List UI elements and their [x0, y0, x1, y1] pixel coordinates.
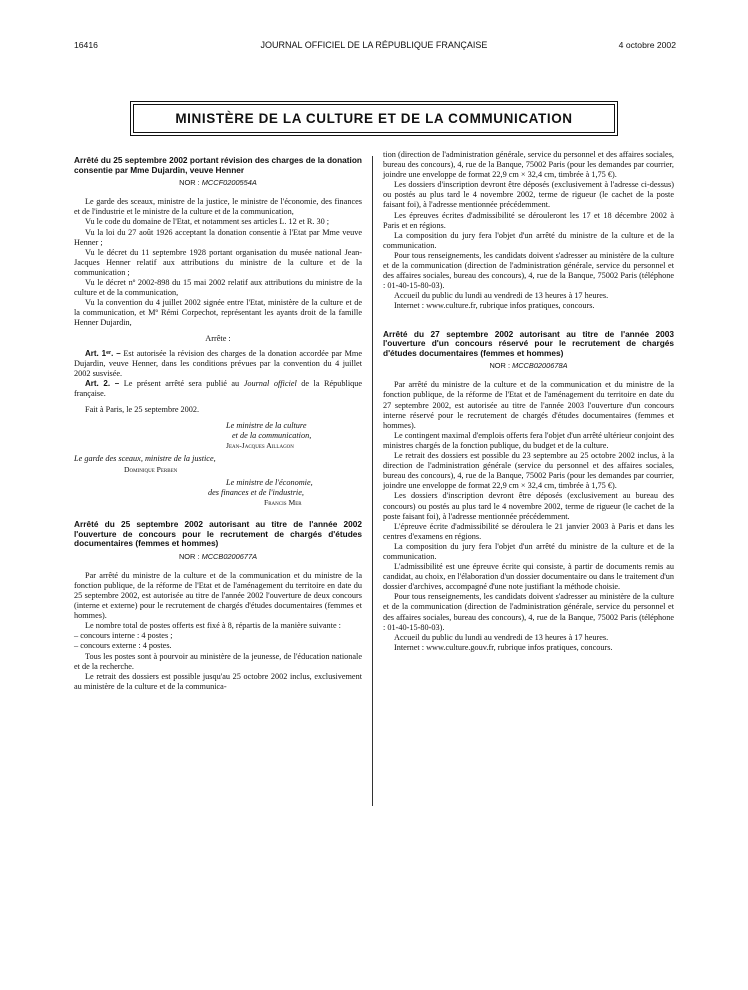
done-at: Fait à Paris, le 25 septembre 2002. [85, 405, 200, 415]
paragraph: Tous les postes sont à pourvoir au ministère de la jeunesse, de l'éducation nationale et de la recherche. [74, 651, 362, 671]
nor-code: MCCB0200678A [512, 361, 568, 371]
arrete2-title: Arrêté du 25 septembre 2002 autorisant au titre de l'année 2002 l'ouverture de concours pour le recrutement de chargés d'études documentaires (femmes et hommes) [74, 518, 362, 549]
article-2-text-after: de la République française. [74, 378, 363, 398]
paragraph: Vu la loi du 27 août 1926 acceptant la donation consentie à l'Etat par Mme veuve Henner ; [74, 227, 362, 247]
arrete1-nor [74, 178, 362, 188]
article-2-text-before: Le présent arrêté sera publié au [123, 378, 240, 388]
nor-label: NOR : [178, 551, 200, 561]
nor-label: NOR : [179, 178, 200, 188]
signature-name: Francis Mer [264, 497, 302, 507]
signature-name: Jean-Jacques Aillagon [226, 441, 294, 451]
arrete1-title: Arrêté du 25 septembre 2002 portant révision des charges de la donation consentie par Mme Dujardin, veuve Henner [74, 155, 362, 175]
paragraph: Accueil du public du lundi au vendredi de 13 heures à 17 heures. [394, 632, 609, 642]
paragraph: Pour tous renseignements, les candidats doivent s'adresser au ministère de la culture et de la communication (direction de l'administration générale, service du personnel et des affaires sociales, bureau des concours), 4, rue de la Banque, 75002 Paris (téléphone : 01-40-15-80-03). [383, 592, 674, 632]
article-1 [74, 349, 362, 379]
paragraph: Vu le code du domaine de l'Etat, et notamment ses articles L. 12 et R. 30 ; [85, 217, 330, 227]
nor-code: MCCB0200677A [201, 551, 258, 561]
paragraph: Les dossiers d'inscription devront être déposés (exclusivement au bureau des concours) ou postés au plus tard le 4 novembre 2002, terme de rigueur (le cachet de la poste faisant foi), à l'adresse mentionnée précédemment. [383, 491, 674, 521]
paragraph: La composition du jury fera l'objet d'un arrêté du ministre de la culture et de la communication. [383, 541, 674, 561]
paragraph: La composition du jury fera l'objet d'un arrêté du ministre de la culture et de la communication. [383, 230, 674, 250]
nor-label: NOR : [489, 361, 510, 371]
paragraph: Internet : www.culture.gouv.fr, rubrique infos pratiques, concours. [394, 642, 613, 652]
journal-title: JOURNAL OFFICIEL DE LA RÉPUBLIQUE FRANÇAISE [260, 40, 488, 50]
paragraph: Le nombre total de postes offerts est fixé à 8, répartis de la manière suivante : [85, 621, 341, 631]
article-2-label: Art. 2. – [85, 378, 120, 388]
arrete2-nor [74, 552, 362, 562]
paragraph: Le garde des sceaux, ministre de la justice, le ministre de l'économie, des finances et de l'industrie et le ministre de la culture et de la communication, [74, 197, 362, 217]
signature-name: Dominique Perben [124, 464, 178, 474]
left-column [74, 150, 362, 692]
paragraph: Le retrait des dossiers est possible jusqu'au 25 octobre 2002 inclus, exclusivement au ministère de la culture et de la communica- [74, 671, 362, 691]
page-number: 16416 [74, 40, 98, 50]
arrete3-title: Arrêté du 27 septembre 2002 autorisant au titre de l'année 2003 l'ouverture d'un concours réservé pour le recrutement de chargés d'études documentaires (femmes et hommes) [383, 328, 674, 358]
list-item: – concours interne : 4 postes ; [74, 631, 173, 641]
paragraph: Par arrêté du ministre de la culture et de la communication et du ministre de la fonction publique, de la réforme de l'Etat et de l'aménagement du territoire en date du 25 septembre 2002, est autorisée au titre de l'année 2002 l'ouverture de deux concours (interne et externe) pour le recrutement de chargés d'études documentaires (femmes et hommes). [74, 570, 362, 621]
paragraph: Les dossiers d'inscription devront être déposés (exclusivement à l'adresse ci-dessus) ou postés au plus tard le 4 novembre 2002, terme de rigueur (le cachet de la poste faisant foi), à l'adresse mentionnée précédemment. [383, 180, 674, 210]
right-column [383, 150, 674, 653]
arrete-label: Arrête : [205, 333, 231, 343]
paragraph: Vu la convention du 4 juillet 2002 signée entre l'Etat, ministère de la culture et de la communication, et Mº Rémi Corpechot, représentant les ayants droit de la famille Henner Dujardin, [74, 298, 362, 328]
arrete3-nor [383, 361, 674, 371]
paragraph: Le retrait des dossiers est possible du 23 septembre au 25 octobre 2002 inclus, à la direction de l'administration générale (service du personnel et des affaires sociales, bureau des concours), 4, rue de la Banque, 75002 Paris (pour les demandes par courrier, joindre une enveloppe de format 22,9 cm × 32,4 cm, timbrée à 1,75 €). [383, 451, 674, 491]
paragraph: Vu le décret nº 2002-898 du 15 mai 2002 relatif aux attributions du ministre de la culture et de la communication, [74, 278, 362, 298]
paragraph: L'admissibilité est une épreuve écrite qui consiste, à partir de documents remis au candidat, au choix, en l'élaboration d'un dossier documentaire ou dans le traitement d'un dossier d'archives, accompagné d'une note justifiant la méthode choisie. [383, 562, 674, 592]
paragraph: L'épreuve écrite d'admissibilité se déroulera le 21 janvier 2003 à Paris et dans les centres d'examens en régions. [383, 521, 674, 541]
article-1-text: Est autorisée la révision des charges de la donation accordée par Mme Dujardin, veuve Henner, dans les conditions prévues par la convention du 4 juillet 2002 susvisée. [74, 348, 362, 378]
paragraph: Par arrêté du ministre de la culture et de la communication et du ministre de la fonction publique, de la réforme de l'Etat et de l'aménagement du territoire en date du 27 septembre 2002, est autorisée au titre de l'année 2003 l'ouverture d'un concours interne réservé pour le recrutement de chargés d'études documentaires (femmes et hommes). [383, 380, 674, 430]
paragraph: Vu le décret du 11 septembre 1928 portant organisation du musée national Jean-Jacques Henner relatif aux attributions du ministre de la culture et de la communication ; [74, 247, 362, 277]
ministry-title-box [133, 104, 615, 133]
signature-title: Le ministre de l'économie, [226, 477, 313, 487]
paragraph: Pour tous renseignements, les candidats doivent s'adresser au ministère de la culture et de la communication (direction de l'administration générale, service du personnel et des affaires sociales, bureau des concours), 4, rue de la Banque, 75002 Paris (téléphone : 01-40-15-80-03). [383, 250, 674, 291]
ministry-title: MINISTÈRE DE LA CULTURE ET DE LA COMMUNICATION [175, 111, 573, 126]
column-divider [372, 156, 373, 806]
paragraph: tion (direction de l'administration générale, service du personnel et des affaires sociales, bureau des concours), 4, rue de la Banque, 75002 Paris (pour les demandes par courrier, joindre une enveloppe de format 22,9 cm × 32,4 cm, timbrée à 1,75 €). [383, 150, 674, 180]
article-2 [74, 379, 362, 399]
paragraph: Le contingent maximal d'emplois offerts fera l'objet d'un arrêté ultérieur conjoint des ministres chargés de la fonction publique, du budget et de la culture. [383, 430, 674, 450]
nor-code: MCCF0200554A [201, 178, 257, 188]
paragraph: Les épreuves écrites d'admissibilité se dérouleront les 17 et 18 décembre 2002 à Paris et en régions. [383, 210, 674, 230]
article-2-journal: Journal officiel [243, 378, 297, 388]
list-item: – concours externe : 4 postes. [74, 641, 172, 651]
signature-title: Le garde des sceaux, ministre de la justice, [74, 454, 216, 464]
signature-title: et de la communication, [232, 431, 312, 441]
paragraph: Internet : www.culture.fr, rubrique infos pratiques, concours. [394, 301, 595, 311]
paragraph: Accueil du public du lundi au vendredi de 13 heures à 17 heures. [394, 291, 609, 301]
issue-date: 4 octobre 2002 [618, 40, 676, 50]
signature-title: Le ministre de la culture [226, 421, 307, 431]
article-1-label: Art. 1ᵉʳ. – [85, 348, 121, 358]
signature-title: des finances et de l'industrie, [208, 487, 304, 497]
